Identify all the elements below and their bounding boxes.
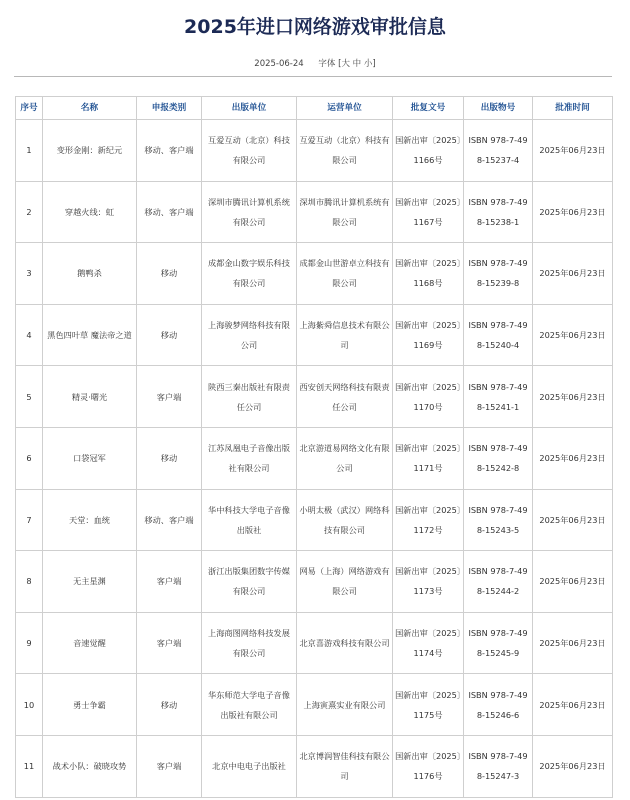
column-header-publisher: 出版单位	[202, 97, 297, 120]
cell-approval-no: 国新出审〔2025〕1176号	[393, 735, 464, 797]
cell-name: 精灵·曙光	[43, 366, 137, 428]
cell-date: 2025年06月23日	[533, 366, 613, 428]
table-row	[16, 120, 613, 182]
cell-approval-no: 国新出审〔2025〕1173号	[393, 551, 464, 613]
cell-no: 9	[16, 612, 43, 674]
cell-isbn: ISBN 978-7-498-15241-1	[464, 366, 533, 428]
cell-name: 无主星渊	[43, 551, 137, 613]
article-meta	[0, 58, 630, 70]
cell-isbn: ISBN 978-7-498-15244-2	[464, 551, 533, 613]
cell-isbn: ISBN 978-7-498-15242-8	[464, 427, 533, 489]
cell-operator: 互爱互动（北京）科技有限公司	[297, 120, 393, 182]
cell-publisher: 华中科技大学电子音像出版社	[202, 489, 297, 551]
cell-date: 2025年06月23日	[533, 120, 613, 182]
cell-approval-no: 国新出审〔2025〕1175号	[393, 674, 464, 736]
font-size-large-button[interactable]: 大	[341, 59, 350, 69]
column-header-operator: 运营单位	[297, 97, 393, 120]
cell-name: 口袋冠军	[43, 427, 137, 489]
cell-approval-no: 国新出审〔2025〕1174号	[393, 612, 464, 674]
page-title: 2025年进口网络游戏审批信息	[184, 16, 446, 38]
cell-operator: 北京喜游戏科技有限公司	[297, 612, 393, 674]
cell-date: 2025年06月23日	[533, 674, 613, 736]
table-row	[16, 243, 613, 305]
cell-category: 移动	[137, 674, 202, 736]
cell-no: 1	[16, 120, 43, 182]
cell-publisher: 陕西三秦出版社有限责任公司	[202, 366, 297, 428]
cell-operator: 成都金山世游卓立科技有限公司	[297, 243, 393, 305]
cell-operator: 北京博润智佳科技有限公司	[297, 735, 393, 797]
cell-no: 7	[16, 489, 43, 551]
cell-category: 移动	[137, 427, 202, 489]
cell-name: 穿越火线：虹	[43, 181, 137, 243]
cell-name: 音速觉醒	[43, 612, 137, 674]
cell-isbn: ISBN 978-7-498-15247-3	[464, 735, 533, 797]
cell-name: 战术小队：破晓攻势	[43, 735, 137, 797]
column-header-category: 申报类别	[137, 97, 202, 120]
table-row	[16, 181, 613, 243]
cell-no: 2	[16, 181, 43, 243]
cell-operator: 小明太极（武汉）网络科技有限公司	[297, 489, 393, 551]
cell-no: 8	[16, 551, 43, 613]
cell-no: 5	[16, 366, 43, 428]
cell-publisher: 成都金山数字娱乐科技有限公司	[202, 243, 297, 305]
cell-no: 3	[16, 243, 43, 305]
font-size-small-button[interactable]: 小	[363, 59, 373, 69]
table-row	[16, 427, 613, 489]
cell-approval-no: 国新出审〔2025〕1169号	[393, 304, 464, 366]
cell-date: 2025年06月23日	[533, 551, 613, 613]
cell-date: 2025年06月23日	[533, 243, 613, 305]
cell-no: 11	[16, 735, 43, 797]
cell-category: 客户端	[137, 612, 202, 674]
cell-publisher: 浙江出版集团数字传媒有限公司	[202, 551, 297, 613]
cell-isbn: ISBN 978-7-498-15239-8	[464, 243, 533, 305]
cell-name: 鹅鸭杀	[43, 243, 137, 305]
table-row	[16, 304, 613, 366]
cell-category: 移动、客户端	[137, 489, 202, 551]
table-row	[16, 366, 613, 428]
cell-approval-no: 国新出审〔2025〕1167号	[393, 181, 464, 243]
cell-publisher: 互爱互动（北京）科技有限公司	[202, 120, 297, 182]
font-bracket-open: [	[338, 59, 342, 69]
cell-name: 勇士争霸	[43, 674, 137, 736]
cell-date: 2025年06月23日	[533, 735, 613, 797]
cell-date: 2025年06月23日	[533, 427, 613, 489]
cell-isbn: ISBN 978-7-498-15243-5	[464, 489, 533, 551]
cell-date: 2025年06月23日	[533, 612, 613, 674]
cell-approval-no: 国新出审〔2025〕1168号	[393, 243, 464, 305]
table-row	[16, 489, 613, 551]
table-row	[16, 612, 613, 674]
column-header-date: 批准时间	[533, 97, 613, 120]
cell-operator: 西安创天网络科技有限责任公司	[297, 366, 393, 428]
cell-approval-no: 国新出审〔2025〕1171号	[393, 427, 464, 489]
table-header-row	[16, 97, 613, 120]
cell-category: 客户端	[137, 366, 202, 428]
column-header-no: 序号	[16, 97, 43, 120]
cell-operator: 上海寅熹实业有限公司	[297, 674, 393, 736]
cell-publisher: 上海骏梦网络科技有限公司	[202, 304, 297, 366]
cell-isbn: ISBN 978-7-498-15246-6	[464, 674, 533, 736]
cell-approval-no: 国新出审〔2025〕1166号	[393, 120, 464, 182]
column-header-isbn: 出版物号	[464, 97, 533, 120]
cell-operator: 北京游道易网络文化有限公司	[297, 427, 393, 489]
cell-isbn: ISBN 978-7-498-15245-9	[464, 612, 533, 674]
table-row	[16, 551, 613, 613]
approval-table	[15, 96, 613, 798]
cell-no: 10	[16, 674, 43, 736]
cell-name: 变形金刚：新纪元	[43, 120, 137, 182]
header-divider	[14, 76, 612, 77]
cell-isbn: ISBN 978-7-498-15238-1	[464, 181, 533, 243]
font-size-medium-button[interactable]: 中	[352, 59, 362, 69]
cell-no: 4	[16, 304, 43, 366]
cell-publisher: 北京中电电子出版社	[202, 735, 297, 797]
font-size-label: 字体	[318, 59, 336, 69]
cell-date: 2025年06月23日	[533, 181, 613, 243]
cell-category: 客户端	[137, 551, 202, 613]
cell-publisher: 深圳市腾讯计算机系统有限公司	[202, 181, 297, 243]
cell-publisher: 江苏凤凰电子音像出版社有限公司	[202, 427, 297, 489]
cell-operator: 深圳市腾讯计算机系统有限公司	[297, 181, 393, 243]
cell-operator: 上海紫舜信息技术有限公司	[297, 304, 393, 366]
cell-name: 黑色四叶草 魔法帝之道	[43, 304, 137, 366]
cell-category: 移动	[137, 243, 202, 305]
publish-date: 2025-06-24	[254, 59, 304, 69]
cell-no: 6	[16, 427, 43, 489]
cell-category: 客户端	[137, 735, 202, 797]
cell-isbn: ISBN 978-7-498-15237-4	[464, 120, 533, 182]
cell-operator: 网易（上海）网络游戏有限公司	[297, 551, 393, 613]
cell-date: 2025年06月23日	[533, 489, 613, 551]
cell-publisher: 上海商图网络科技发展有限公司	[202, 612, 297, 674]
font-bracket-close: ]	[372, 59, 376, 69]
cell-date: 2025年06月23日	[533, 304, 613, 366]
column-header-name: 名称	[43, 97, 137, 120]
cell-category: 移动、客户端	[137, 181, 202, 243]
cell-approval-no: 国新出审〔2025〕1172号	[393, 489, 464, 551]
cell-approval-no: 国新出审〔2025〕1170号	[393, 366, 464, 428]
cell-category: 移动	[137, 304, 202, 366]
cell-category: 移动、客户端	[137, 120, 202, 182]
cell-name: 天堂：血统	[43, 489, 137, 551]
font-size-control	[318, 59, 375, 69]
cell-publisher: 华东师范大学电子音像出版社有限公司	[202, 674, 297, 736]
column-header-approval-no: 批复文号	[393, 97, 464, 120]
cell-isbn: ISBN 978-7-498-15240-4	[464, 304, 533, 366]
table-row	[16, 674, 613, 736]
table-row	[16, 735, 613, 797]
